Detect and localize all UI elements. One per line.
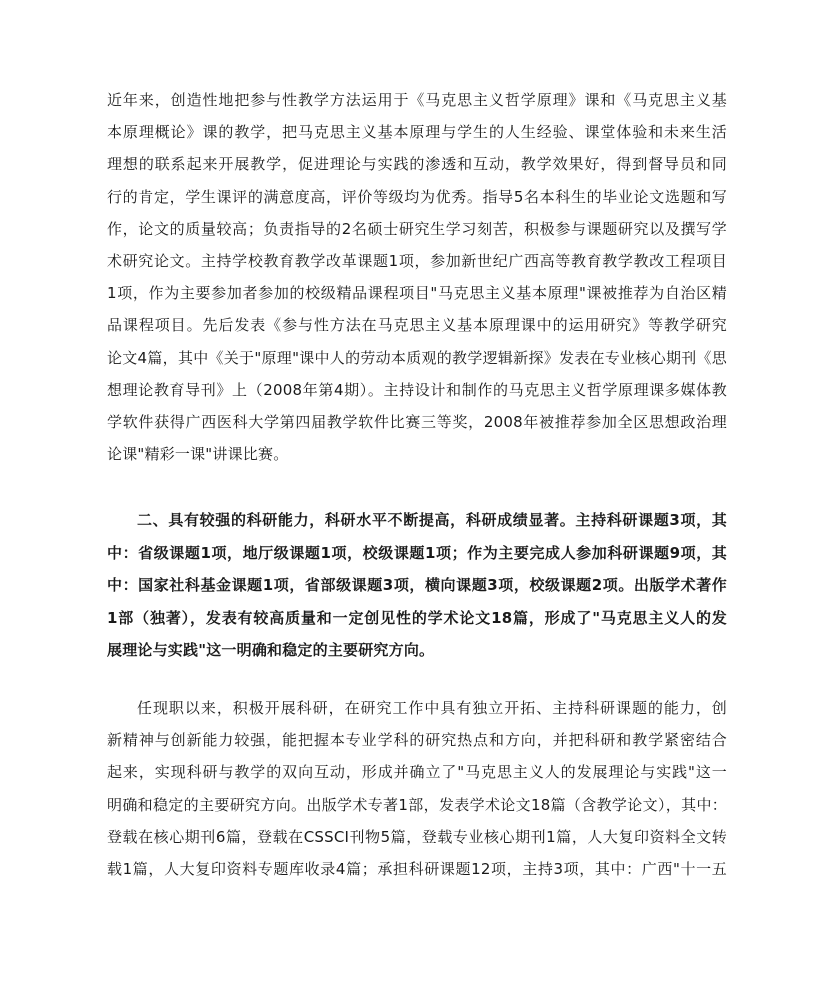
text-line: 术研究论文。主持学校教育教学改革课题1项，参加新世纪广西高等教育教学教改工程项目 <box>107 252 727 271</box>
text-line: 作，论文的质量较高；负责指导的2名硕士研究生学习刻苦，积极参与课题研究以及撰写学 <box>107 219 727 238</box>
text-line: 想理论教育导刊》上（2008年第4期）。主持设计和制作的马克思主义哲学原理课多媒体教 <box>107 380 727 399</box>
text-line: 学软件获得广西医科大学第四届教学软件比赛三等奖，2008年被推荐参加全区思想政治理 <box>107 413 727 432</box>
text-line: 载1篇，人大复印资料专题库收录4篇；承担科研课题12项，主持3项，其中：广西"十一五 <box>107 860 727 879</box>
text-line: 近年来，创造性地把参与性教学方法运用于《马克思主义哲学原理》课和《马克思主义基 <box>107 91 727 109</box>
text-line: 论文4篇，其中《关于"原理"课中人的劳动本质观的教学逻辑新探》发表在专业核心期刊《思 <box>107 348 727 367</box>
text-line: 1项，作为主要参加者参加的校级精品课程项目"马克思主义基本原理"课被推荐为自治区精 <box>107 284 727 303</box>
text-line: 本原理概论》课的教学，把马克思主义基本原理与学生的人生经验、课堂体验和未来生活 <box>107 123 727 142</box>
text-line: 二、具有较强的科研能力，科研水平不断提高，科研成绩显著。主持科研课题3项，其 <box>137 511 727 529</box>
paragraph-teaching <box>107 84 727 470</box>
text-line: 新精神与创新能力较强，能把握本专业学科的研究热点和方向，并把科研和教学紧密结合 <box>107 731 727 750</box>
text-line: 行的肯定，学生课评的满意度高，评价等级均为优秀。指导5名本科生的毕业论文选题和写 <box>107 187 727 206</box>
text-line: 理想的联系起来开展教学，促进理论与实践的渗透和互动，教学效果好，得到督导员和同 <box>107 155 727 174</box>
text-line: 中：国家社科基金课题1项，省部级课题3项，横向课题3项，校级课题2项。出版学术著作 <box>107 576 727 595</box>
text-line: 展理论与实践"这一明确和稳定的主要研究方向。 <box>107 641 435 660</box>
paragraph-research-detail <box>107 692 727 885</box>
text-line: 品课程项目。先后发表《参与性方法在马克思主义基本原理课中的运用研究》等教学研究 <box>107 316 727 335</box>
text-line: 任现职以来，积极开展科研，在研究工作中具有独立开拓、主持科研课题的能力，创 <box>137 699 727 717</box>
text-line: 登载在核心期刊6篇，登载在CSSCI刊物5篇，登载专业核心期刊1篇，人大复印资料全文转 <box>107 827 727 846</box>
paragraph-research-heading <box>107 504 727 667</box>
text-line: 1部（独著），发表有较高质量和一定创见性的学术论文18篇，形成了"马克思主义人的发 <box>107 608 727 627</box>
text-line: 中：省级课题1项，地厅级课题1项，校级课题1项；作为主要完成人参加科研课题9项，其 <box>107 543 727 562</box>
text-line: 论课"精彩一课"讲课比赛。 <box>107 445 289 464</box>
text-line: 起来，实现科研与教学的双向互动，形成并确立了"马克思主义人的发展理论与实践"这一 <box>107 763 727 782</box>
text-line: 明确和稳定的主要研究方向。出版学术专著1部，发表学术论文18篇（含教学论文），其中： <box>107 795 727 814</box>
